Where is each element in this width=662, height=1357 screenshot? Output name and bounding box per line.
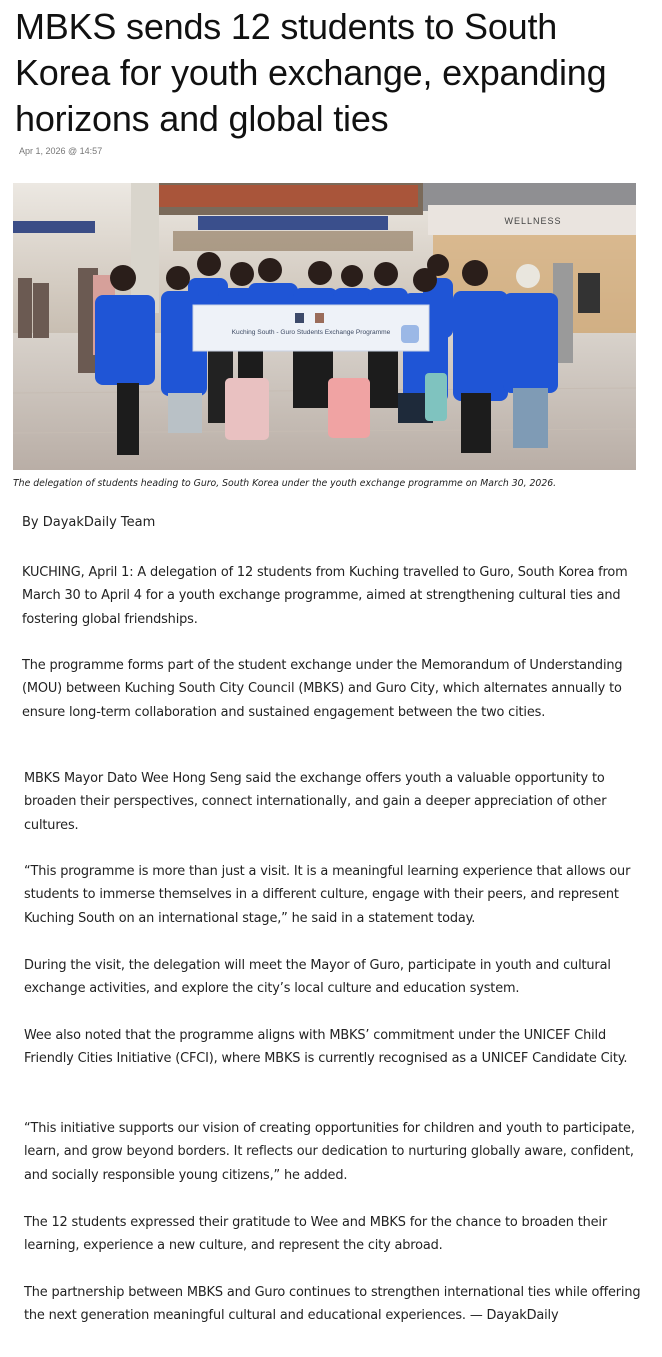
article-paragraph: The partnership between MBKS and Guro continues to strengthen international ties while offering the next generation meaningful cultural and educational experiences. — DayakDaily [24, 1285, 641, 1324]
banner-text: Kuching South - Guro Students Exchange Programme [231, 329, 391, 336]
departure-sign [198, 216, 388, 230]
article-paragraph: MBKS Mayor Dato Wee Hong Seng said the exchange offers youth a valuable opportunity to broaden their perspectives, connect internationally, and gain a deeper appreciation of other cultures. [24, 771, 607, 833]
article-headline: MBKS sends 12 students to South Korea for youth exchange, expanding horizons and global ties [15, 6, 607, 139]
article-paragraph: The programme forms part of the student exchange under the Memorandum of Understanding (MOU) between Kuching South City Council (MBKS) and Guro City, which alternates annually to ensure long-term collaboration and sustained engagement between the two cities. [22, 658, 623, 720]
wellness-sign-text: WELLNESS [504, 216, 562, 226]
publish-date: Apr 1, 2026 @ 14:57 [19, 146, 103, 156]
article-paragraph: KUCHING, April 1: A delegation of 12 students from Kuching travelled to Guro, South Korea from March 30 to April 4 for a youth exchange programme, aimed at strengthening cultural ties and fostering global friendships. [22, 565, 628, 627]
article-paragraph: “This initiative supports our vision of creating opportunities for children and youth to participate, learn, and grow beyond borders. It reflects our dedication to nurturing globally aware, confident, and socially responsible young citizens,” he added. [24, 1121, 635, 1183]
article-paragraph: During the visit, the delegation will meet the Mayor of Guro, participate in youth and cultural exchange activities, and explore the city’s local culture and education system. [24, 958, 611, 997]
article-paragraph: “This programme is more than just a visit. It is a meaningful learning experience that allows our students to immerse themselves in a different culture, engage with their peers, and represent Kuching South on an international stage,” he said in a statement today. [24, 864, 631, 926]
pillar [131, 183, 159, 313]
pink-suitcase [225, 378, 269, 440]
programme-banner [193, 305, 429, 351]
coral-suitcase [328, 378, 370, 438]
byline: By DayakDaily Team [22, 515, 156, 530]
delegation-photo-illustration [13, 183, 636, 470]
article-paragraph: The 12 students expressed their gratitude to Wee and MBKS for the chance to broaden their learning, experience a new culture, and represent the city abroad. [24, 1215, 607, 1254]
article-paragraph: Wee also noted that the programme aligns with MBKS’ commitment under the UNICEF Child Friendly Cities Initiative (CFCI), where MBKS is currently recognised as a UNICEF Candidate City. [24, 1028, 628, 1067]
article-photo [13, 183, 636, 470]
photo-caption: The delegation of students heading to Guro, South Korea under the youth exchange programme on March 30, 2026. [13, 478, 557, 489]
